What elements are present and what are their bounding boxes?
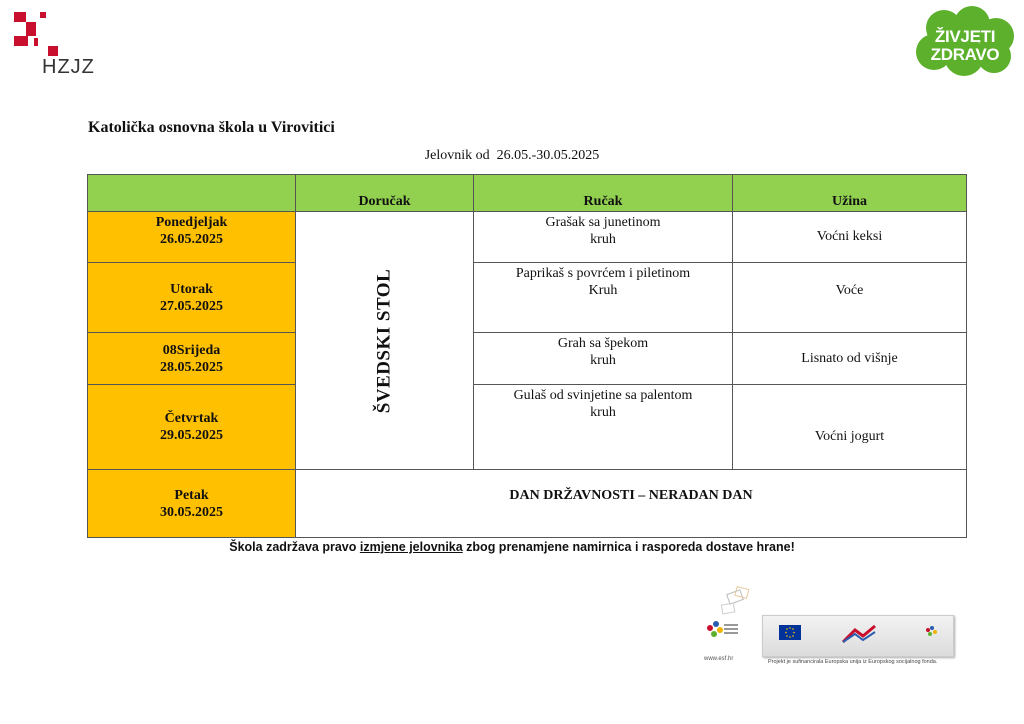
lunch-line: Grah sa špekom	[557, 336, 649, 351]
day-name: Ponedjeljak	[155, 215, 228, 230]
eu-funds-banner	[762, 615, 954, 657]
header-snack: Užina	[733, 175, 967, 212]
lunch-cell	[474, 333, 733, 385]
day-cell	[88, 212, 296, 263]
day-cell	[88, 263, 296, 333]
zivjeti-zdravo-logo	[914, 6, 1016, 78]
table-row	[88, 212, 967, 263]
esf-flower-icon	[700, 586, 760, 654]
menu-subtitle: Jelovnik od 26.05.-30.05.2025	[424, 148, 600, 163]
day-name: Utorak	[170, 281, 213, 297]
disclaimer-note	[0, 540, 1024, 554]
holiday-cell: DAN DRŽAVNOSTI – NERADAN DAN	[296, 470, 967, 538]
table-row-holiday	[88, 470, 967, 538]
day-name: Četvrtak	[164, 411, 219, 426]
snack-cell: Lisnato od višnje	[733, 333, 967, 385]
esf-small-icon	[923, 624, 941, 646]
day-name: Petak	[174, 487, 209, 503]
zivjeti-line: ŽIVJETI	[934, 27, 996, 46]
table-header-row	[88, 175, 967, 212]
lunch-line: Kruh	[588, 283, 618, 298]
table-row	[88, 385, 967, 470]
note-text-before: Škola zadržava pravo	[229, 540, 360, 554]
zivjeti-zdravo-text	[914, 28, 1016, 64]
header-lunch: Ručak	[474, 175, 733, 212]
zdravo-line: ZDRAVO	[930, 45, 1000, 64]
day-cell	[88, 470, 296, 538]
croatia-funds-icon	[841, 624, 881, 644]
esf-url: www.esf.hr	[704, 656, 734, 662]
hzjz-logo	[12, 10, 102, 80]
lunch-line: kruh	[590, 353, 616, 368]
lunch-line: kruh	[590, 232, 616, 247]
lunch-cell	[474, 212, 733, 263]
lunch-line: Paprikaš s povrćem i piletinom	[515, 266, 691, 281]
hzjz-logo-text: HZJZ	[42, 56, 95, 78]
table-row	[88, 263, 967, 333]
breakfast-cell	[296, 212, 474, 470]
day-date: 26.05.2025	[160, 232, 223, 247]
hzjz-mark-icon	[12, 10, 62, 62]
day-date: 27.05.2025	[160, 298, 223, 314]
snack-cell: Voćni keksi	[733, 212, 967, 263]
snack-cell: Voćni jogurt	[733, 385, 967, 470]
day-name: 08Srijeda	[162, 342, 221, 358]
header-day	[88, 175, 296, 212]
table-row	[88, 333, 967, 385]
day-cell	[88, 385, 296, 470]
note-underlined: izmjene jelovnika	[359, 540, 463, 554]
lunch-cell	[474, 263, 733, 333]
banner-caption: Projekt je sufinancirala Europska unija iz Europskog socijalnog fonda.	[768, 659, 938, 665]
day-date: 28.05.2025	[160, 359, 223, 375]
day-date: 29.05.2025	[160, 428, 223, 443]
lunch-cell	[474, 385, 733, 470]
header-breakfast: Doručak	[296, 175, 474, 212]
esf-logo	[700, 586, 760, 666]
menu-table	[87, 174, 967, 538]
day-cell	[88, 333, 296, 385]
snack-cell: Voće	[733, 263, 967, 333]
note-text-after: zbog prenamjene namirnica i rasporeda dostave hrane!	[462, 540, 795, 554]
day-date: 30.05.2025	[160, 504, 223, 520]
lunch-line: Grašak sa junetinom	[545, 215, 661, 230]
lunch-line: kruh	[590, 405, 616, 420]
school-title: Katolička osnovna škola u Virovitici	[88, 119, 335, 136]
eu-flag-icon	[779, 625, 801, 640]
lunch-line: Gulaš od svinjetine sa palentom	[513, 388, 693, 403]
breakfast-text: ŠVEDSKI STOL	[373, 268, 395, 413]
